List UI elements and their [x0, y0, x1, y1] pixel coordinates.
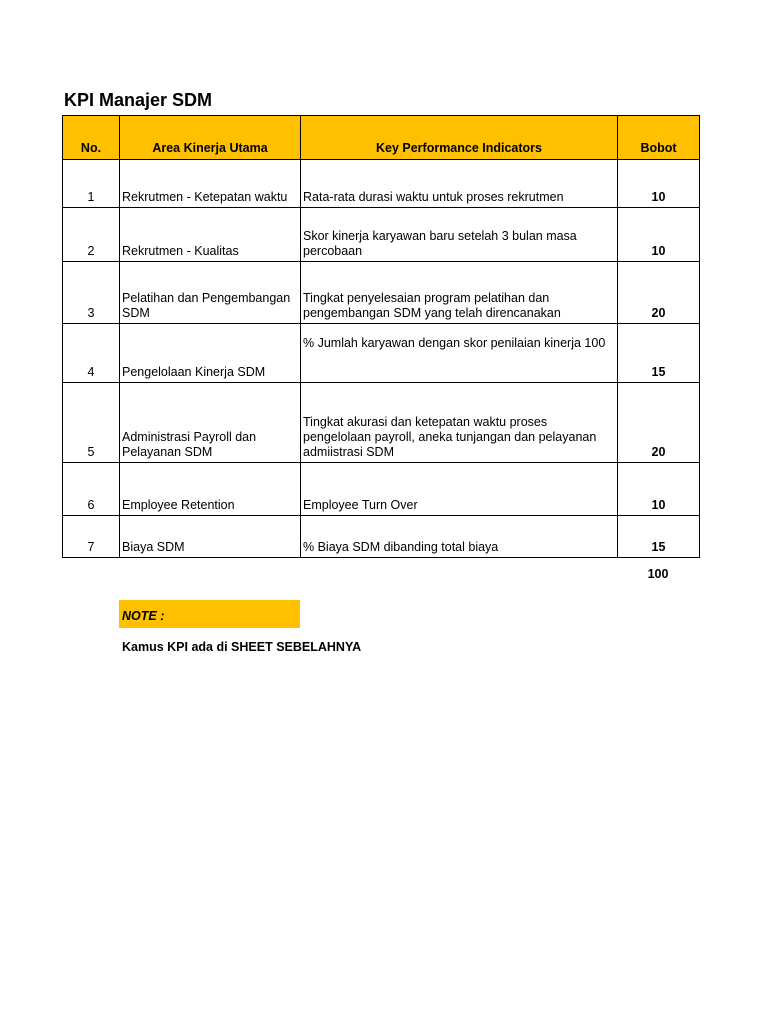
cell-area: Rekrutmen - Kualitas	[120, 208, 301, 262]
table-row	[63, 208, 700, 262]
cell-kpi: Tingkat akurasi dan ketepatan waktu proses pengelolaan payroll, aneka tunjangan dan pelayanan admiistrasi SDM	[301, 383, 618, 463]
cell-bobot: 10	[618, 160, 700, 208]
header-kpi: Key Performance Indicators	[301, 116, 618, 160]
table-row	[63, 262, 700, 324]
cell-kpi: Skor kinerja karyawan baru setelah 3 bulan masa percobaan	[301, 208, 618, 262]
page-title: KPI Manajer SDM	[64, 90, 213, 110]
kpi-table	[62, 115, 700, 558]
table-header-row	[63, 116, 700, 160]
cell-kpi: Tingkat penyelesaian program pelatihan dan pengembangan SDM yang telah direncanakan	[301, 262, 618, 324]
cell-kpi: Employee Turn Over	[301, 463, 618, 516]
cell-area: Pengelolaan Kinerja SDM	[120, 324, 301, 383]
cell-bobot: 20	[618, 383, 700, 463]
cell-area: Employee Retention	[120, 463, 301, 516]
table-row	[63, 516, 700, 558]
bobot-total: 100	[647, 567, 669, 581]
cell-kpi: Rata-rata durasi waktu untuk proses rekrutmen	[301, 160, 618, 208]
cell-bobot: 15	[618, 516, 700, 558]
table-row	[63, 463, 700, 516]
table-row	[63, 160, 700, 208]
cell-kpi: % Biaya SDM dibanding total biaya	[301, 516, 618, 558]
header-bobot: Bobot	[618, 116, 700, 160]
cell-no: 1	[63, 160, 120, 208]
cell-bobot: 15	[618, 324, 700, 383]
cell-no: 2	[63, 208, 120, 262]
header-area: Area Kinerja Utama	[120, 116, 301, 160]
cell-area: Administrasi Payroll dan Pelayanan SDM	[120, 383, 301, 463]
header-no: No.	[63, 116, 120, 160]
cell-kpi-text: % Jumlah karyawan dengan skor penilaian kinerja 100	[303, 336, 606, 350]
cell-bobot: 20	[618, 262, 700, 324]
cell-kpi	[301, 324, 618, 383]
cell-no: 6	[63, 463, 120, 516]
cell-area: Pelatihan dan Pengembangan SDM	[120, 262, 301, 324]
cell-area: Rekrutmen - Ketepatan waktu	[120, 160, 301, 208]
table-row	[63, 324, 700, 383]
cell-area: Biaya SDM	[120, 516, 301, 558]
cell-no: 3	[63, 262, 120, 324]
cell-no: 5	[63, 383, 120, 463]
table-row	[63, 383, 700, 463]
cell-bobot: 10	[618, 463, 700, 516]
cell-bobot: 10	[618, 208, 700, 262]
cell-no: 7	[63, 516, 120, 558]
note-text: Kamus KPI ada di SHEET SEBELAHNYA	[122, 640, 362, 654]
cell-no: 4	[63, 324, 120, 383]
note-label: NOTE :	[119, 600, 300, 628]
